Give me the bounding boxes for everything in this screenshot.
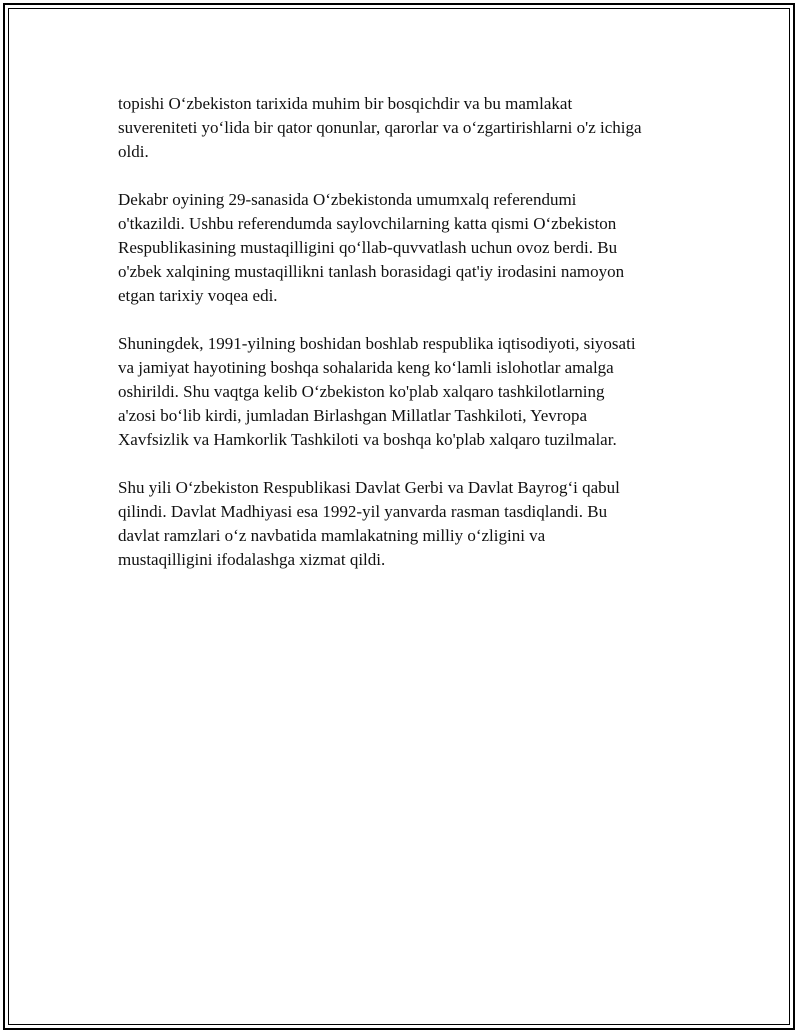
document-body <box>118 92 698 596</box>
text-line: mustaqilligini ifodalashga xizmat qildi. <box>118 550 386 569</box>
text-line: o'tkazildi. Ushbu referendumda saylovchilarning katta qismi O‘zbekiston <box>118 214 617 233</box>
text-line: a'zosi bo‘lib kirdi, jumladan Birlashgan Millatlar Tashkiloti, Yevropa <box>118 406 587 425</box>
text-line: topishi O‘zbekiston tarixida muhim bir bosqichdir va bu mamlakat <box>118 94 573 113</box>
text-line: Shu yili O‘zbekiston Respublikasi Davlat Gerbi va Davlat Bayrog‘i qabul <box>118 478 620 497</box>
text-line: oldi. <box>118 142 149 161</box>
paragraph-3 <box>118 332 698 452</box>
text-line: Shuningdek, 1991-yilning boshidan boshlab respublika iqtisodiyoti, siyosati <box>118 334 636 353</box>
text-line: davlat ramzlari o‘z navbatida mamlakatning milliy o‘zligini va <box>118 526 546 545</box>
text-line: suvereniteti yo‘lida bir qator qonunlar, qarorlar va o‘zgartirishlarni o'z ichiga <box>118 118 642 137</box>
text-line: Xavfsizlik va Hamkorlik Tashkiloti va boshqa ko'plab xalqaro tuzilmalar. <box>118 430 617 449</box>
text-line: o'zbek xalqining mustaqillikni tanlash borasidagi qat'iy irodasini namoyon <box>118 262 625 281</box>
text-line: qilindi. Davlat Madhiyasi esa 1992-yil yanvarda rasman tasdiqlandi. Bu <box>118 502 608 521</box>
text-line: etgan tarixiy voqea edi. <box>118 286 278 305</box>
paragraph-2 <box>118 188 698 308</box>
paragraph-1 <box>118 92 698 164</box>
paragraph-4 <box>118 476 698 572</box>
text-line: Respublikasining mustaqilligini qo‘llab-quvvatlash uchun ovoz berdi. Bu <box>118 238 618 257</box>
text-line: Dekabr oyining 29-sanasida O‘zbekistonda umumxalq referendumi <box>118 190 577 209</box>
text-line: va jamiyat hayotining boshqa sohalarida keng ko‘lamli islohotlar amalga <box>118 358 614 377</box>
text-line: oshirildi. Shu vaqtga kelib O‘zbekiston ko'plab xalqaro tashkilotlarning <box>118 382 605 401</box>
